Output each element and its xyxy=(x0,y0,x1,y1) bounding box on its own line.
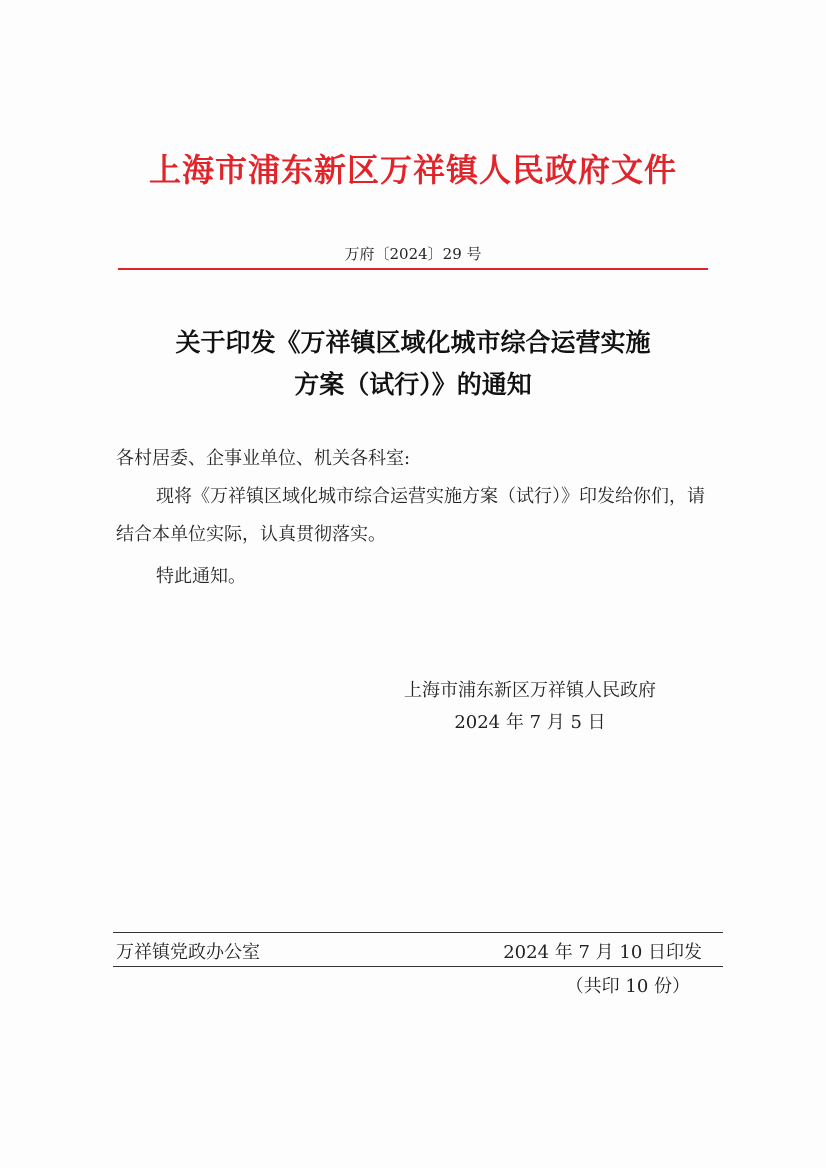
footer-top-rule xyxy=(113,932,723,933)
notice-title xyxy=(100,322,726,406)
red-separator-line xyxy=(118,268,708,270)
notice-title-line-1: 关于印发《万祥镇区域化城市综合运营实施 xyxy=(175,328,651,357)
document-number: 万府〔2024〕29 号 xyxy=(344,245,482,263)
copies-count: （共印 10 份） xyxy=(565,976,690,997)
body-paragraph: 现将《万祥镇区域化城市综合运营实施方案（试行）》印发给你们，请结合本单位实际，认真贯彻落实。 xyxy=(116,486,705,545)
closing-remark: 特此通知。 xyxy=(156,566,246,587)
signature-organization: 上海市浦东新区万祥镇人民政府 xyxy=(404,680,656,701)
footer-bottom-rule xyxy=(113,966,723,967)
addressee: 各村居委、企事业单位、机关各科室: xyxy=(116,448,411,469)
notice-title-line-2: 方案（试行）》的通知 xyxy=(294,370,532,399)
signature-date: 2024 年 7 月 5 日 xyxy=(454,712,606,733)
footer-issuer: 万祥镇党政办公室 xyxy=(116,942,260,963)
issuing-authority-title: 上海市浦东新区万祥镇人民政府文件 xyxy=(148,151,677,189)
footer-issue-date: 2024 年 7 月 10 日印发 xyxy=(503,942,702,963)
